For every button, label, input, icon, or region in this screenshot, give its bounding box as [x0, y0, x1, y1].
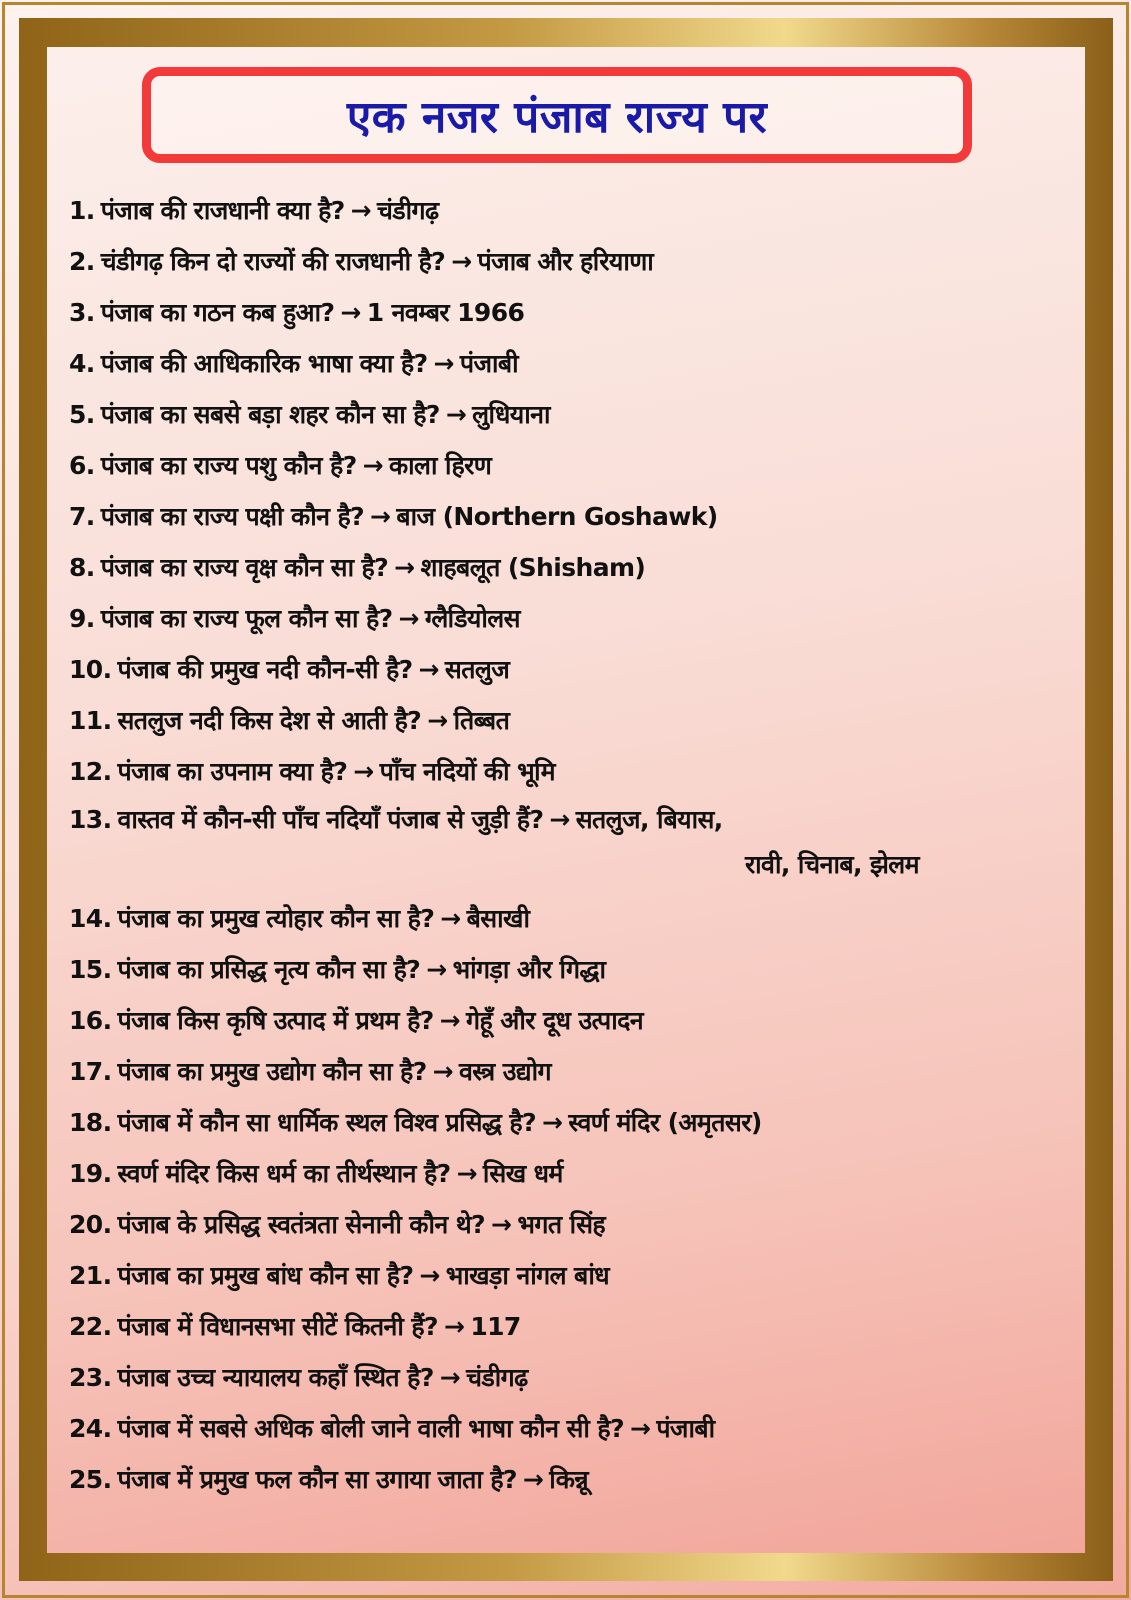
arrow-icon: →	[353, 757, 374, 786]
answer: भगत सिंह	[517, 1210, 606, 1239]
qa-list	[69, 185, 1069, 1505]
list-item	[69, 440, 1069, 491]
list-item	[69, 236, 1069, 287]
list-item	[69, 338, 1069, 389]
question: सतलुज नदी किस देश से आती है?	[117, 706, 422, 735]
item-number: 25.	[69, 1465, 112, 1494]
question: चंडीगढ़ किन दो राज्यों की राजधानी है?	[100, 247, 446, 276]
arrow-icon: →	[433, 349, 454, 378]
question: पंजाब का उपनाम क्या है?	[117, 757, 348, 786]
arrow-icon: →	[394, 553, 415, 582]
answer: भाखड़ा नांगल बांध	[445, 1261, 609, 1290]
arrow-icon: →	[370, 502, 391, 531]
question: पंजाब का प्रसिद्ध नृत्य कौन सा है?	[117, 955, 421, 984]
arrow-icon: →	[419, 1261, 440, 1290]
item-number: 16.	[69, 1006, 112, 1035]
item-number: 20.	[69, 1210, 112, 1239]
question: पंजाब के प्रसिद्ध स्वतंत्रता सेनानी कौन थे?	[117, 1210, 486, 1239]
answer: काला हिरण	[388, 451, 492, 480]
item-number: 14.	[69, 904, 112, 933]
item-number: 24.	[69, 1414, 112, 1443]
question: पंजाब में प्रमुख फल कौन सा उगाया जाता है?	[117, 1465, 517, 1494]
answer: पंजाबी	[656, 1414, 715, 1443]
list-item	[69, 1301, 1069, 1352]
answer: 1 नवम्बर 1966	[366, 298, 525, 327]
list-item	[69, 995, 1069, 1046]
list-item	[69, 389, 1069, 440]
list-item	[69, 1148, 1069, 1199]
list-item	[69, 944, 1069, 995]
answer: तिब्बत	[453, 706, 510, 735]
question: पंजाब का प्रमुख बांध कौन सा है?	[117, 1261, 414, 1290]
question: पंजाब का राज्य पक्षी कौन है?	[100, 502, 365, 531]
question: पंजाब का प्रमुख त्योहार कौन सा है?	[117, 904, 435, 933]
item-number: 4.	[69, 349, 95, 378]
arrow-icon: →	[456, 1159, 477, 1188]
content-panel	[47, 47, 1085, 1553]
item-number: 22.	[69, 1312, 112, 1341]
arrow-icon: →	[350, 196, 372, 225]
arrow-icon: →	[549, 805, 570, 834]
item-number: 13.	[69, 805, 112, 834]
list-item	[69, 644, 1069, 695]
arrow-icon: →	[491, 1210, 512, 1239]
list-item	[69, 695, 1069, 746]
arrow-icon: →	[398, 604, 419, 633]
arrow-icon: →	[445, 400, 467, 429]
list-item	[69, 893, 1069, 944]
answer: गेहूँ और दूध उत्पादन	[466, 1006, 644, 1035]
item-number: 11.	[69, 706, 112, 735]
item-number: 21.	[69, 1261, 112, 1290]
list-item	[69, 1097, 1069, 1148]
item-number: 23.	[69, 1363, 112, 1392]
answer: बाज (Northern Goshawk)	[396, 502, 718, 531]
item-number: 19.	[69, 1159, 112, 1188]
question: पंजाब उच्च न्यायालय कहाँ स्थित है?	[117, 1363, 434, 1392]
item-number: 1.	[69, 196, 95, 225]
title-box	[142, 67, 972, 163]
arrow-icon: →	[541, 1108, 563, 1137]
answer: सिख धर्म	[482, 1159, 563, 1188]
question: पंजाब की राजधानी क्या है?	[100, 196, 345, 225]
answer: ग्लैडियोलस	[424, 604, 520, 633]
item-number: 8.	[69, 553, 95, 582]
item-number: 2.	[69, 247, 95, 276]
list-item	[69, 1046, 1069, 1097]
answer: लुधियाना	[472, 400, 550, 429]
question: पंजाब किस कृषि उत्पाद में प्रथम है?	[117, 1006, 434, 1035]
question: पंजाब की प्रमुख नदी कौन-सी है?	[117, 655, 413, 684]
list-item	[69, 185, 1069, 236]
arrow-icon: →	[427, 706, 448, 735]
list-item	[69, 491, 1069, 542]
answer: सतलुज	[444, 655, 510, 684]
answer: सतलुज, बियास,	[575, 805, 723, 834]
list-item	[69, 1352, 1069, 1403]
arrow-icon: →	[439, 1363, 461, 1392]
answer: किन्नू	[549, 1465, 589, 1494]
answer: शाहबलूत (Shisham)	[420, 553, 646, 582]
arrow-icon: →	[426, 955, 447, 984]
arrow-icon: →	[440, 904, 461, 933]
answer: 117	[470, 1312, 521, 1341]
page-title: एक नजर पंजाब राज्य पर	[346, 92, 768, 143]
answer-continuation: रावी, चिनाब, झेलम	[744, 850, 919, 879]
answer: पाँच नदियों की भूमि	[379, 757, 555, 786]
arrow-icon: →	[451, 247, 472, 276]
item-number: 5.	[69, 400, 95, 429]
answer: बैसाखी	[466, 904, 530, 933]
item-number: 15.	[69, 955, 112, 984]
question: पंजाब का राज्य फूल कौन सा है?	[100, 604, 393, 633]
item-number: 3.	[69, 298, 95, 327]
question: स्वर्ण मंदिर किस धर्म का तीर्थस्थान है?	[117, 1159, 451, 1188]
arrow-icon: →	[418, 655, 439, 684]
question: पंजाब में विधानसभा सीटें कितनी हैं?	[117, 1312, 438, 1341]
item-number: 6.	[69, 451, 95, 480]
list-item	[69, 1403, 1069, 1454]
list-item	[69, 1199, 1069, 1250]
answer: पंजाब और हरियाणा	[477, 247, 654, 276]
question: पंजाब की आधिकारिक भाषा क्या है?	[100, 349, 428, 378]
answer: भांगड़ा और गिद्धा	[452, 955, 606, 984]
item-number: 17.	[69, 1057, 112, 1086]
list-item	[69, 542, 1069, 593]
arrow-icon: →	[522, 1465, 544, 1494]
question: पंजाब में सबसे अधिक बोली जाने वाली भाषा कौन सी है?	[117, 1414, 624, 1443]
list-item	[69, 593, 1069, 644]
list-item	[69, 287, 1069, 338]
item-number: 10.	[69, 655, 112, 684]
arrow-icon: →	[443, 1312, 465, 1341]
list-item	[69, 1454, 1069, 1505]
list-item	[69, 797, 1069, 893]
arrow-icon: →	[340, 298, 361, 327]
list-item	[69, 746, 1069, 797]
item-number: 18.	[69, 1108, 112, 1137]
arrow-icon: →	[629, 1414, 651, 1443]
arrow-icon: →	[432, 1057, 453, 1086]
answer: स्वर्ण मंदिर (अमृतसर)	[568, 1108, 762, 1137]
item-number: 12.	[69, 757, 112, 786]
answer: पंजाबी	[459, 349, 519, 378]
item-number: 9.	[69, 604, 95, 633]
answer: चंडीगढ़	[466, 1363, 528, 1392]
list-item	[69, 1250, 1069, 1301]
question: पंजाब का राज्य पशु कौन है?	[100, 451, 357, 480]
question: पंजाब का राज्य वृक्ष कौन सा है?	[100, 553, 389, 582]
question: पंजाब का गठन कब हुआ?	[100, 298, 335, 327]
arrow-icon: →	[362, 451, 383, 480]
question: पंजाब का प्रमुख उद्योग कौन सा है?	[117, 1057, 427, 1086]
question: वास्तव में कौन-सी पाँच नदियाँ पंजाब से जुड़ी हैं?	[117, 805, 544, 834]
arrow-icon: →	[439, 1006, 461, 1035]
question: पंजाब में कौन सा धार्मिक स्थल विश्व प्रसिद्ध है?	[117, 1108, 536, 1137]
item-number: 7.	[69, 502, 95, 531]
question: पंजाब का सबसे बड़ा शहर कौन सा है?	[100, 400, 440, 429]
answer: वस्त्र उद्योग	[458, 1057, 551, 1086]
answer: चंडीगढ़	[377, 196, 439, 225]
